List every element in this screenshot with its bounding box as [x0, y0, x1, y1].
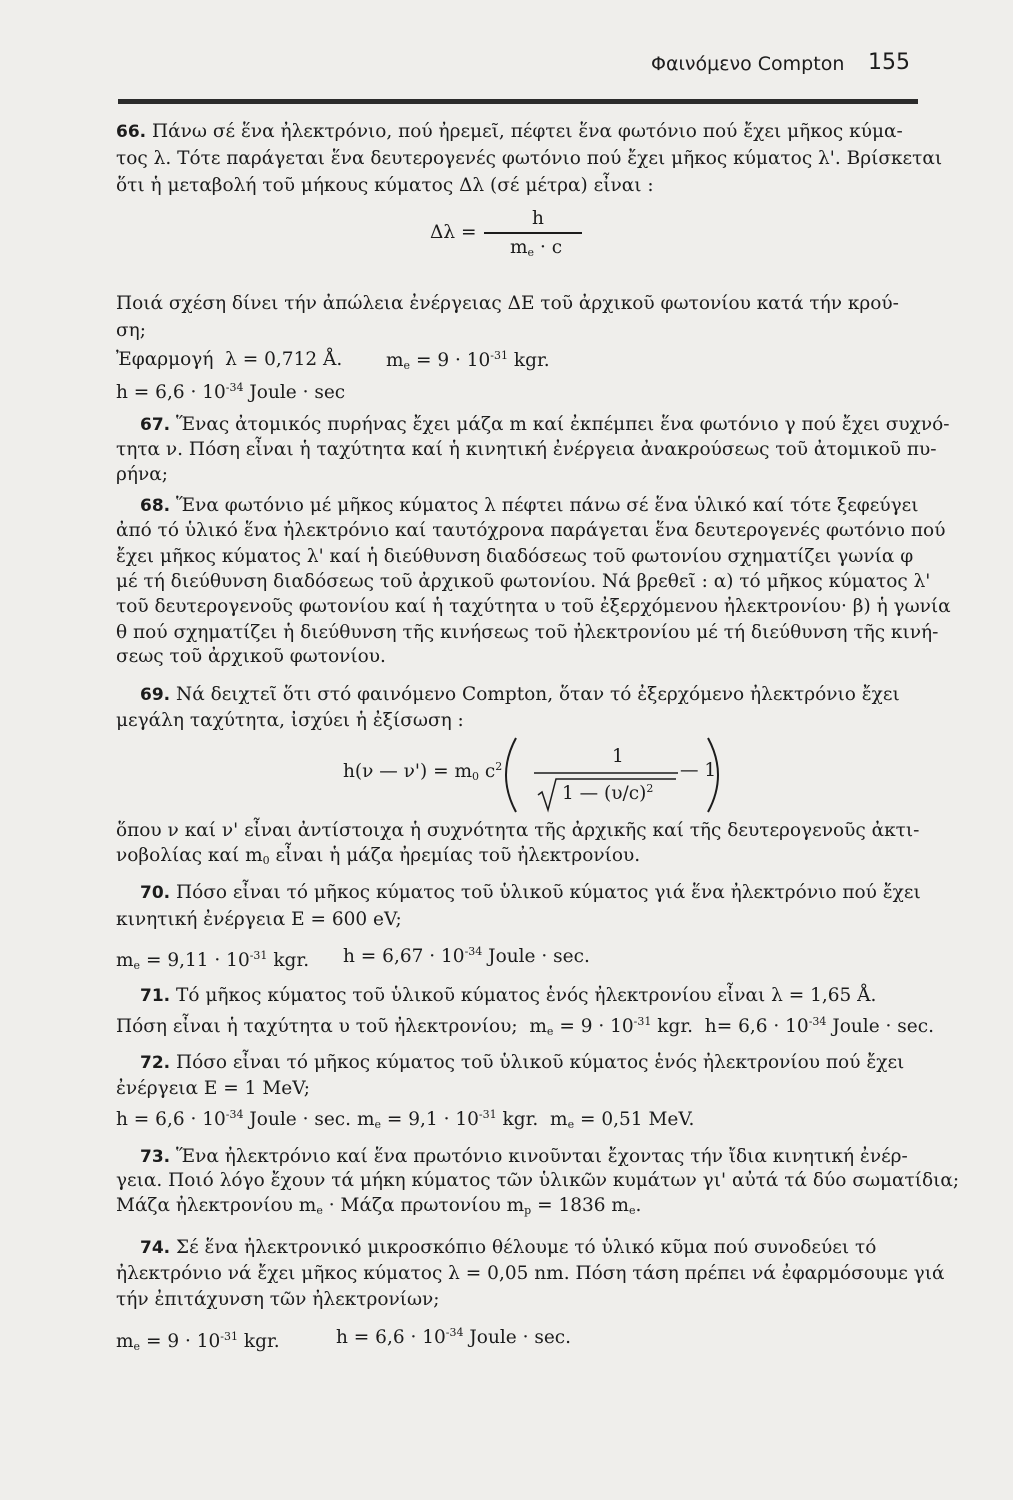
problem-66-line-1: 66. Πάνω σέ ἕνα ἠλεκτρόνιο, πού ἠρεμεῖ, πέφτει ἕνα φωτόνιο πού ἔχει μῆκος κύμα-	[116, 121, 903, 142]
problem-68-line-1: 68. Ἕνα φωτόνιο μέ μῆκος κύματος λ πέφτει πάνω σέ ἕνα ὑλικό καί τότε ξεφεύγει	[140, 495, 919, 516]
problem-66-electron-mass: $m_e = 9 \cdot 10^{-31}$ kgr.	[386, 349, 550, 372]
problem-70-electron-mass: $m_e = 9,11 \cdot 10^{-31}$ kgr.	[116, 949, 310, 972]
formula-compton-minus-one: — 1	[680, 760, 717, 781]
problem-71-line-1: 71. Τό μῆκος κύματος τοῦ ὑλικοῦ κύματος ἑνός ἠλεκτρονίου εἶναι λ = 1,65 Å.	[140, 985, 877, 1006]
problem-69-line-4: νοβολίας καί $m_0$ εἶναι ἡ μάζα ἠρεμίας τοῦ ἠλεκτρονίου.	[116, 845, 641, 867]
problem-68-line-2: ἀπό τό ὑλικό ἕνα ἠλεκτρόνιο καί ταυτόχρονα παράγεται ἕνα δευτερογενές φωτόνιο πού	[116, 520, 946, 541]
problem-68-line-5: τοῦ δευτερογενοῦς φωτονίου καί ἡ ταχύτητα υ τοῦ ἐξερχόμενου ἠλεκτρονίου· β) ἡ γωνία	[116, 596, 951, 617]
problem-73-line-1: 73. Ἕνα ἠλεκτρόνιο καί ἕνα πρωτόνιο κινοῦνται ἔχοντας τήν ἴδια κινητική ἐνέρ-	[140, 1146, 908, 1167]
problem-67-line-2: τητα ν. Πόση εἶναι ἡ ταχύτητα καί ἡ κινητική ἐνέργεια ἀνακρούσεως τοῦ ἀτομικοῦ πυ-	[116, 439, 937, 460]
problem-66-line-4: Ποιά σχέση δίνει τήν ἀπώλεια ἐνέργειας ΔΕ τοῦ ἀρχικοῦ φωτονίου κατά τήν κρού-	[116, 293, 899, 314]
problem-74-line-3: τήν ἐπιτάχυνση τῶν ἠλεκτρονίων;	[116, 1289, 440, 1310]
problem-67-line-3: ρήνα;	[116, 464, 168, 485]
problem-72-constants: $h = 6,6 \cdot 10^{-34}$ Joule · sec. $m_e = 9,1 \cdot 10^{-31}$ kgr. $m_e = 0,51$ MeV.	[116, 1108, 695, 1131]
problem-74-planck: $h = 6,6 \cdot 10^{-34}$ Joule · sec.	[336, 1326, 572, 1348]
problem-66-line-5: ση;	[116, 320, 146, 341]
header-rule	[118, 99, 918, 104]
problem-71-line-2: Πόση εἶναι ἡ ταχύτητα υ τοῦ ἠλεκτρονίου; $m_e = 9 \cdot 10^{-31}$ kgr. $h= 6,6 \cdot 10^{-34}$ Joule · sec.	[116, 1015, 934, 1038]
problem-68-line-4: μέ τή διεύθυνση διαδόσεως τοῦ ἀρχικοῦ φωτονίου. Νά βρεθεῖ : α) τό μῆκος κύματος λ'	[116, 571, 931, 592]
formula-denominator: $m_e \cdot c$	[510, 237, 563, 259]
problem-72-line-2: ἐνέργεια Ε = 1 MeV;	[116, 1078, 310, 1099]
problem-74-electron-mass: $m_e = 9 \cdot 10^{-31}$ kgr.	[116, 1330, 280, 1353]
problem-66-line-2: τος λ. Τότε παράγεται ἕνα δευτερογενές φωτόνιο πού ἔχει μῆκος κύματος λ'. Βρίσκεται	[116, 148, 943, 169]
running-title: Φαινόμενο Compton	[651, 53, 845, 75]
problem-67-line-1: 67. Ἕνας ἀτομικός πυρήνας ἔχει μάζα m καί ἐκπέμπει ἕνα φωτόνιο γ πού ἔχει συχνό-	[140, 414, 950, 435]
problem-number: 66.	[116, 122, 147, 142]
problem-66-line-3: ὅτι ἡ μεταβολή τοῦ μήκους κύματος Δλ (σέ μέτρα) εἶναι :	[116, 175, 654, 196]
fraction-bar	[484, 232, 582, 234]
problem-66-application: Ἐφαρμογή λ = 0,712 Å.	[116, 349, 343, 370]
problem-69-line-3: ὅπου ν καί ν' εἶναι ἀντίστοιχα ἡ συχνότητα τῆς ἀρχικῆς καί τῆς δευτερογενοῦς ἀκτι-	[116, 820, 920, 841]
formula-delta-lambda: Δλ =	[430, 222, 477, 243]
problem-73-line-2: γεια. Ποιό λόγο ἔχουν τά μήκη κύματος τῶν ὑλικῶν κυμάτων γι' αὐτά τά δύο σωματίδια;	[116, 1170, 960, 1191]
problem-70-line-1: 70. Πόσο εἶναι τό μῆκος κύματος τοῦ ὑλικοῦ κύματος γιά ἕνα ἠλεκτρόνιο πού ἔχει	[140, 882, 921, 903]
problem-68-line-6: θ πού σχηματίζει ἡ διεύθυνση τῆς κινήσεως τοῦ ἠλεκτρονίου μέ τή διεύθυνση τῆς κινή-	[116, 622, 939, 643]
page-number: 155	[868, 50, 910, 75]
formula-numerator: h	[532, 208, 544, 229]
formula-compton-radicand: 1 — $(\upsilon/c)^2$	[562, 782, 654, 804]
problem-72-line-1: 72. Πόσο εἶναι τό μῆκος κύματος τοῦ ὑλικοῦ κύματος ἑνός ἠλεκτρονίου πού ἔχει	[140, 1052, 905, 1073]
problem-66-planck: $h = 6,6 \cdot 10^{-34}$ Joule · sec	[116, 381, 346, 403]
problem-70-line-2: κινητική ἐνέργεια Ε = 600 eV;	[116, 909, 402, 930]
formula-compton-lhs: h(ν — $\nu') = m_0$ $c^2$	[343, 760, 503, 783]
formula-compton-numerator: 1	[612, 746, 624, 767]
problem-73-line-3: Μάζα ἠλεκτρονίου $m_e \cdot Mά\zeta\alpha$ πρωτονίου $m_p = 1836$ $m_e$.	[116, 1195, 642, 1217]
problem-69-line-2: μεγάλη ταχύτητα, ἰσχύει ἡ ἐξίσωση :	[116, 710, 464, 731]
problem-68-line-3: ἔχει μῆκος κύματος λ' καί ἡ διεύθυνση διαδόσεως τοῦ φωτονίου σχηματίζει γωνία φ	[116, 546, 914, 567]
problem-69-line-1: 69. Νά δειχτεῖ ὅτι στό φαινόμενο Compton, ὅταν τό ἐξερχόμενο ἠλεκτρόνιο ἔχει	[140, 684, 900, 705]
problem-70-planck: $h = 6,67 \cdot 10^{-34}$ Joule · sec.	[343, 945, 590, 967]
problem-74-line-1: 74. Σέ ἕνα ἠλεκτρονικό μικροσκόπιο θέλουμε τό ὑλικό κῦμα πού συνοδεύει τό	[140, 1237, 877, 1258]
problem-74-line-2: ἠλεκτρόνιο νά ἔχει μῆκος κύματος λ = 0,05 nm. Πόση τάση πρέπει νά ἐφαρμόσουμε γιά	[116, 1263, 945, 1284]
problem-68-line-7: σεως τοῦ ἀρχικοῦ φωτονίου.	[116, 646, 386, 667]
